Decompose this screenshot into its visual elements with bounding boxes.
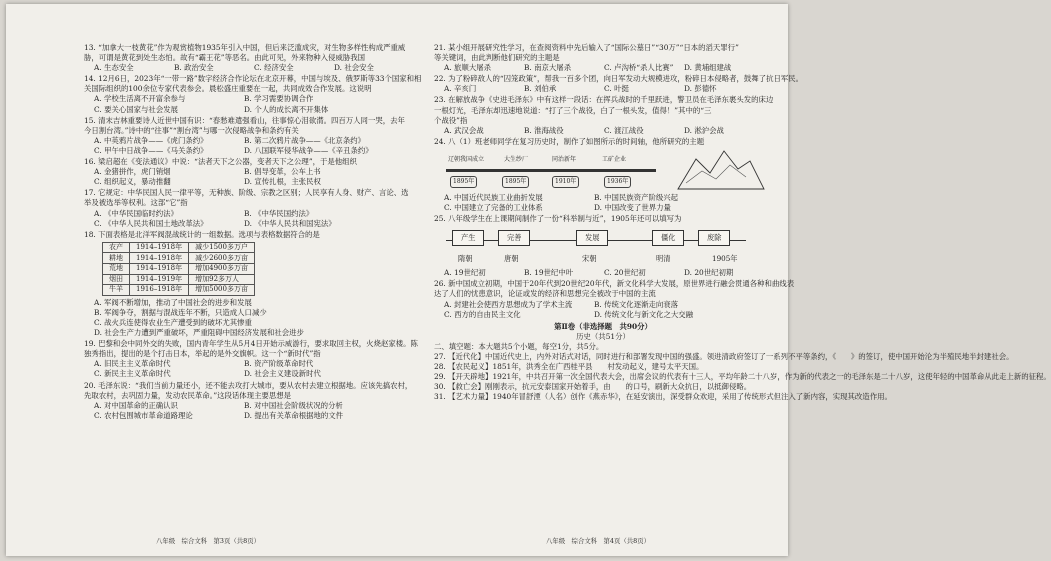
question-14-options-ab: A. 学校生活离不开富余参与 B. 学习需要协调合作 <box>94 94 314 104</box>
timeline-year: 1910年 <box>552 176 579 188</box>
question-15-line2: 今日割台湾。”诗中的“往事”“割台湾”与哪一次侵略战争和条约有关 <box>84 125 299 135</box>
question-15-line1: 15. 清末吉林重要诗人近世中国有识：“春愁难遣强看山，往事惊心泪欲潸。四百万人同一哭，去年 <box>84 115 405 125</box>
table-row: 农产 1914–1918年 减少1500多万户 <box>103 242 255 253</box>
question-19-options-cd: C. 新民主主义革命时代 D. 社会主义建设新时代 <box>94 369 321 379</box>
chain-box: 发展 <box>576 230 608 246</box>
chain-box: 废除 <box>698 230 730 246</box>
question-18-option-a: A. 军阀不断增加，推动了中国社会的进步和发展 <box>94 297 252 307</box>
question-23-line1: 23. 在解放战争《史进毛泽东》中有这样一段话：在挥兵战时的千里跃进，警卫员在毛泽东裹头发的床边 <box>434 95 774 105</box>
timeline-year: 1936年 <box>604 176 631 188</box>
right-column <box>434 42 1051 402</box>
question-18: 18. 下面表格是北洋军阀混战统计的一组数据。选项与表格数据符合的是 <box>84 229 320 239</box>
question-26-line2: 达了人们的忧患意识，论证或发的经济和思想完全被改于中国的主流 <box>434 289 656 299</box>
table-row: 牛羊 1916–1918年 增加5000多万亩 <box>103 285 255 296</box>
fill-in-instructions: 二、填空题：本大题共5个小题，每空1分，共5分。 <box>434 341 604 351</box>
question-23-line3: 个战役”指 <box>434 115 468 125</box>
question-14-line1: 14. 12月6日，2023年“一带一路”数字经济合作论坛在北京开幕，中国与埃及、俄罗斯等33个国家和相 <box>84 74 422 84</box>
question-23-options: A. 武汉会战 B. 淮海战役 C. 渡江战役 D. 淞沪会战 <box>444 125 724 135</box>
question-14-options-cd: C. 要关心国家与社会发展 D. 个人的成长离不开集体 <box>94 104 329 114</box>
question-19-options-ab: A. 旧民主主义革命时代 B. 资产阶级革命时代 <box>94 359 314 369</box>
question-29: 29. 【开天辟地】1921年，中共召开第一次全国代表大会，出席会议的代表有十三人，平均年龄二十八岁，作为新的代表之一的毛泽东是二十八岁，这使年轻的中国革命从此走上新的征程。 <box>434 372 1051 382</box>
question-16-options-ab: A. 金猪拼作，虎门销烟 B. 倡导变革，公车上书 <box>94 167 321 177</box>
question-13-options: A. 生态安全 B. 政治安全 C. 经济安全 D. 社会安全 <box>94 63 374 73</box>
question-31: 31. 【艺术力量】1940年冒舒湮（人名）创作《燕赤华》，在延安演出，深受群众欢迎，采用了传统形式但注入了新内容，实现其改造作用。 <box>434 392 892 402</box>
table-row: 荒地 1914–1918年 增加4900多万亩 <box>103 263 255 274</box>
question-15-options-cd: C. 甲午中日战争——《马关条约》 D. 八国联军侵华战争——《辛丑条约》 <box>94 145 373 155</box>
timeline-label: 大生纱厂 <box>504 155 529 163</box>
exam-sheet <box>6 4 1051 556</box>
page-footer-left: 八年级 综合文科 第3页（共8页） <box>156 537 260 545</box>
question-19-line2: 独秀指出，提出的是个打击日本，举起的是外交旗帜。这一个“新时代”指 <box>84 349 321 359</box>
warlord-data-table <box>102 242 255 296</box>
question-15-options-ab: A. 中英鸦片战争——《虎门条约》 B. 第二次鸦片战争——《北京条约》 <box>94 135 365 145</box>
question-17-options-cd: C. 《中华人民共和国土地改革法》 D. 《中华人民共和国宪法》 <box>94 218 336 228</box>
question-18-option-b: B. 军阀争夺，割据与混战连年不断，只造成人口减少 <box>94 307 267 317</box>
timeline-year: 1895年 <box>502 176 529 188</box>
question-25: 25. 八年级学生在上课期间制作了一份“科举制与近”，1905年还可以填写为 <box>434 214 682 224</box>
dynasty-label: 隋朝 <box>458 254 473 264</box>
dynasty-label: 宋朝 <box>582 254 597 264</box>
question-23-line2: 一根灯光，毛泽东却迅速地说道：“打了三个战役，白了一根头发，值得！”其中的“三 <box>434 105 712 115</box>
timeline-label: 同治新年 <box>552 155 577 163</box>
section-title: 第Ⅱ卷（非选择题 共90分） <box>554 321 652 331</box>
question-27: 27. 【近代化】中国近代史上，内外对话式对话，同时进行和部署发现中国的强盛。领进清政府签订了一系列不平等条约，《 》的签订，使中国开始沦为半殖民地半封建社会。 <box>434 351 1014 361</box>
question-26-line1: 26. 新中国成立初期，中国于20年代到20世纪20年代，新文化科学大发展，原世界进行融会贯通各种和曲线表 <box>434 279 795 289</box>
question-16: 16. 梁启超在《变法通议》中说：“法者天下之公器，变者天下之公理”，于是他组织 <box>84 157 357 167</box>
keju-chain <box>446 228 772 268</box>
industry-timeline <box>446 149 772 191</box>
question-20-options-ab: A. 对中国革命的正确认识 B. 对中国社会阶级状况的分析 <box>94 400 343 410</box>
page-footer-right: 八年级 综合文科 第4页（共8页） <box>546 537 650 545</box>
mountain-sketch <box>676 147 766 191</box>
timeline-label: 辽朝我国成立 <box>448 155 485 163</box>
question-26-options-cd: C. 西方的自由民主文化 D. 传统文化与新文化之大交融 <box>444 309 694 319</box>
table-row: 烟田 1914–1919年 增加92多万人 <box>103 274 255 285</box>
dynasty-label: 1905年 <box>712 254 738 264</box>
section-subtitle: 历史（共51分） <box>576 331 630 341</box>
chain-box: 僵化 <box>652 230 684 246</box>
question-19-line1: 19. 巴黎和会中同外交的失败，国内青年学生从5月4日开始示威游行，要求取回主权，火烧赵家楼。陈 <box>84 339 418 349</box>
dynasty-label: 唐朝 <box>504 254 519 264</box>
question-17-options-ab: A. 《中华民国临时约法》 B. 《中华民国约法》 <box>94 208 314 218</box>
question-25-options: A. 19世纪初 B. 19世纪中叶 C. 20世纪初 D. 20世纪初期 <box>444 268 734 278</box>
question-21-options: A. 旅顺大屠杀 B. 南京大屠杀 C. 卢沟桥“杀人比赛” D. 黄埔组建战 <box>444 63 732 73</box>
question-24-options-cd: C. 中国建立了完备的工业体系 D. 中国改变了世界力量 <box>444 203 671 213</box>
question-16-options-cd: C. 组织起义，暴动推翻 D. 宣传扎根，主张民权 <box>94 177 321 187</box>
question-20-line1: 20. 毛泽东说：“我们当前力量还小，还不能去攻打大城市，要从农村去建立根据地。应该先搞农村， <box>84 380 413 390</box>
left-column <box>84 42 422 421</box>
chain-box: 完善 <box>498 230 530 246</box>
dynasty-label: 明清 <box>656 254 671 264</box>
question-17-line2: 举及被选举等权利。这部“它”指 <box>84 198 188 208</box>
question-18-option-d: D. 社会生产力遭到严重破坏，严重阻碍中国经济发展和社会进步 <box>94 328 304 338</box>
question-14-line2: 关国际组织的100余位专家代表参会。晨松盛庄重要在一起，共同成效合作发展。这说明 <box>84 84 372 94</box>
question-28: 28. 【农民起义】1851年，洪秀全在广西桂平县 村发动起义，建号太平天国。 <box>434 362 704 372</box>
question-24: 24. 八（1）班老师同学在复习历史时，制作了如图所示的时间轴，他所研究的主题 <box>434 136 705 146</box>
question-24-options-ab: A. 中国近代民族工业曲折发展 B. 中国民族资产阶级兴起 <box>444 192 679 202</box>
timeline-label: 工矿企业 <box>602 155 627 163</box>
question-20-options-cd: C. 农村包围城市革命道路理论 D. 提出有关革命根据地的文件 <box>94 410 344 420</box>
question-18-option-c: C. 战火兵连使得农业生产遭受到的破坏尤其惨重 <box>94 317 252 327</box>
table-row: 耕地 1914–1918年 减少2600多万亩 <box>103 253 255 264</box>
question-21-line2: 等关键词，由此判断他们研究的主题是 <box>434 53 560 63</box>
question-22-options: A. 辛亥门 B. 刘伯承 C. 叶挺 D. 彭德怀 <box>444 84 717 94</box>
question-13-line2: 胁，可谓是黄花到处生态怕。故有“霸王花”等恶名。由此可见，外来物种入侵威胁我国 <box>84 53 366 63</box>
question-13-line1: 13. “加拿大一枝黄花”作为观赏植物1935年引入中国，但后来泛滥成灾，对生物多样性构成严重威 <box>84 43 406 52</box>
question-21-line1: 21. 某小组开展研究性学习，在查阅资料中先后输入了“国际公墓日”“30万”“日本的滔天罪行” <box>434 43 739 52</box>
chain-box: 产生 <box>452 230 484 246</box>
timeline-year: 1895年 <box>450 176 477 188</box>
question-30: 30. 【救亡会】刚刚表示，抗元安泰国家开始着手，由 的口号，刷新大众抗日，以抵御侵略。 <box>434 382 752 392</box>
timeline-axis <box>446 169 656 172</box>
question-17-line1: 17. 它规定：中华民国人民一律平等，无种族、阶级、宗教之区别；人民享有人身、财产、言论、选 <box>84 188 409 198</box>
question-22: 22. 为了粉碎敌人的“囚笼政策”，帮我一百多个团，向日军发动大规模进攻，粉碎日本侵略者，鼓舞了抗日军民。 <box>434 74 804 84</box>
question-20-line2: 先取农村，去巩固力量，发动农民革命。”这段话体现主要思想是 <box>84 390 292 400</box>
question-26-options-ab: A. 封建社会使西方思想成为了学术主流 B. 传统文化逐渐走向衰落 <box>444 299 679 309</box>
